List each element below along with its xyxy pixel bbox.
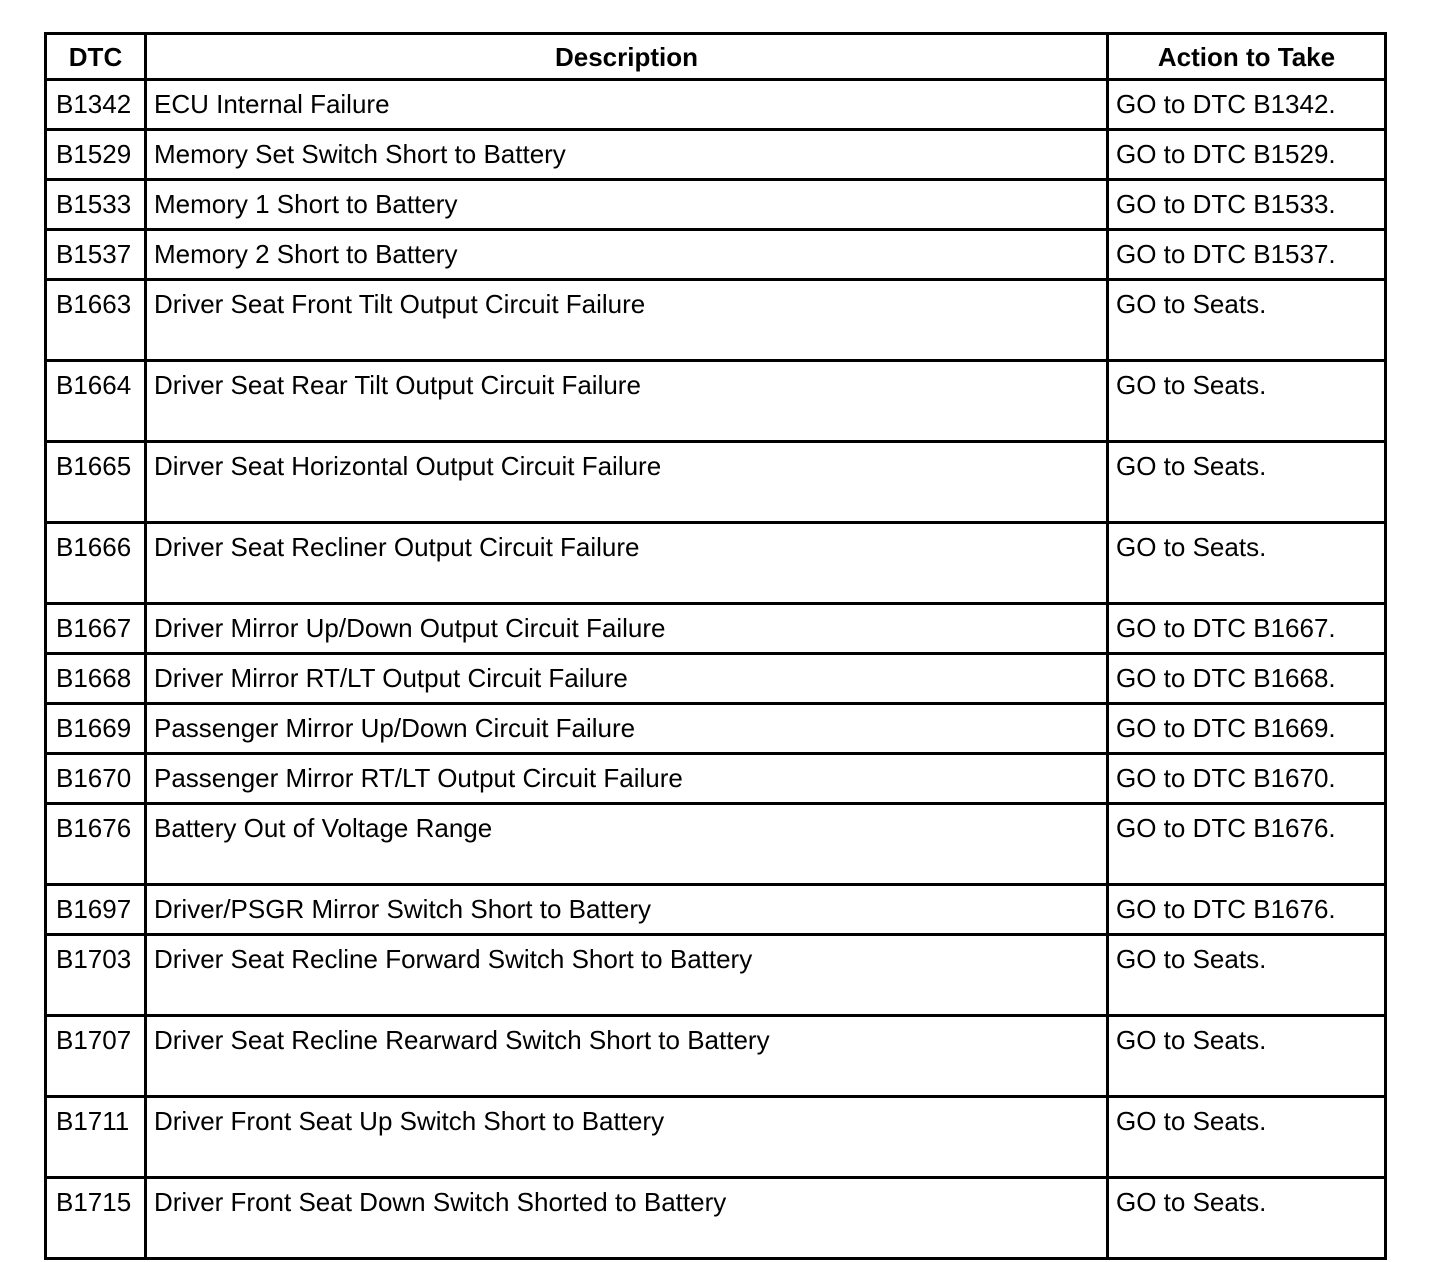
action-cell: GO to DTC B1676.: [1108, 885, 1386, 935]
action-cell: GO to Seats.: [1108, 1097, 1386, 1178]
description-cell: Driver Seat Front Tilt Output Circuit Failure: [146, 280, 1108, 361]
table-row: [46, 704, 1386, 754]
description-cell: ECU Internal Failure: [146, 80, 1108, 130]
dtc-code-cell: B1529: [46, 130, 146, 180]
action-cell: GO to Seats.: [1108, 280, 1386, 361]
description-cell: Driver/PSGR Mirror Switch Short to Battery: [146, 885, 1108, 935]
description-cell: Driver Mirror RT/LT Output Circuit Failure: [146, 654, 1108, 704]
table-row: [46, 442, 1386, 523]
description-cell: Driver Seat Recline Rearward Switch Short to Battery: [146, 1016, 1108, 1097]
table-row: [46, 523, 1386, 604]
table-row: [46, 1097, 1386, 1178]
description-cell: Battery Out of Voltage Range: [146, 804, 1108, 885]
dtc-code-cell: B1670: [46, 754, 146, 804]
table-row: [46, 935, 1386, 1016]
header-row: [46, 34, 1386, 80]
table-row: [46, 804, 1386, 885]
dtc-code-cell: B1666: [46, 523, 146, 604]
description-cell: Dirver Seat Horizontal Output Circuit Failure: [146, 442, 1108, 523]
action-cell: GO to Seats.: [1108, 1016, 1386, 1097]
description-cell: Driver Seat Recline Forward Switch Short to Battery: [146, 935, 1108, 1016]
action-cell: GO to DTC B1533.: [1108, 180, 1386, 230]
description-cell: Driver Seat Recliner Output Circuit Failure: [146, 523, 1108, 604]
action-cell: GO to DTC B1669.: [1108, 704, 1386, 754]
description-cell: Memory 1 Short to Battery: [146, 180, 1108, 230]
dtc-code-cell: B1707: [46, 1016, 146, 1097]
description-cell: Driver Front Seat Down Switch Shorted to Battery: [146, 1178, 1108, 1259]
action-cell: GO to DTC B1529.: [1108, 130, 1386, 180]
dtc-code-cell: B1664: [46, 361, 146, 442]
table-row: [46, 280, 1386, 361]
table-row: [46, 130, 1386, 180]
header-action: Action to Take: [1108, 34, 1386, 80]
header-dtc: DTC: [46, 34, 146, 80]
table-row: [46, 230, 1386, 280]
description-cell: Memory Set Switch Short to Battery: [146, 130, 1108, 180]
action-cell: GO to DTC B1342.: [1108, 80, 1386, 130]
description-cell: Driver Front Seat Up Switch Short to Battery: [146, 1097, 1108, 1178]
dtc-code-cell: B1665: [46, 442, 146, 523]
description-cell: Passenger Mirror RT/LT Output Circuit Failure: [146, 754, 1108, 804]
table-row: [46, 885, 1386, 935]
action-cell: GO to DTC B1676.: [1108, 804, 1386, 885]
table-body: [46, 80, 1386, 1259]
description-cell: Driver Mirror Up/Down Output Circuit Failure: [146, 604, 1108, 654]
table-row: [46, 80, 1386, 130]
dtc-code-cell: B1697: [46, 885, 146, 935]
description-cell: Memory 2 Short to Battery: [146, 230, 1108, 280]
action-cell: GO to Seats.: [1108, 442, 1386, 523]
dtc-code-cell: B1711: [46, 1097, 146, 1178]
action-cell: GO to DTC B1668.: [1108, 654, 1386, 704]
action-cell: GO to Seats.: [1108, 523, 1386, 604]
dtc-code-cell: B1703: [46, 935, 146, 1016]
table-row: [46, 1178, 1386, 1259]
table-row: [46, 754, 1386, 804]
action-cell: GO to Seats.: [1108, 361, 1386, 442]
dtc-code-cell: B1667: [46, 604, 146, 654]
table-row: [46, 1016, 1386, 1097]
dtc-table: [44, 32, 1387, 1260]
table-row: [46, 654, 1386, 704]
dtc-code-cell: B1715: [46, 1178, 146, 1259]
description-cell: Passenger Mirror Up/Down Circuit Failure: [146, 704, 1108, 754]
dtc-code-cell: B1676: [46, 804, 146, 885]
table-row: [46, 604, 1386, 654]
dtc-code-cell: B1537: [46, 230, 146, 280]
action-cell: GO to DTC B1670.: [1108, 754, 1386, 804]
dtc-code-cell: B1342: [46, 80, 146, 130]
description-cell: Driver Seat Rear Tilt Output Circuit Failure: [146, 361, 1108, 442]
header-description: Description: [146, 34, 1108, 80]
dtc-code-cell: B1669: [46, 704, 146, 754]
table-row: [46, 361, 1386, 442]
action-cell: GO to Seats.: [1108, 1178, 1386, 1259]
table-row: [46, 180, 1386, 230]
dtc-code-cell: B1668: [46, 654, 146, 704]
action-cell: GO to DTC B1667.: [1108, 604, 1386, 654]
dtc-code-cell: B1533: [46, 180, 146, 230]
table-header: [46, 34, 1386, 80]
dtc-code-cell: B1663: [46, 280, 146, 361]
action-cell: GO to DTC B1537.: [1108, 230, 1386, 280]
action-cell: GO to Seats.: [1108, 935, 1386, 1016]
